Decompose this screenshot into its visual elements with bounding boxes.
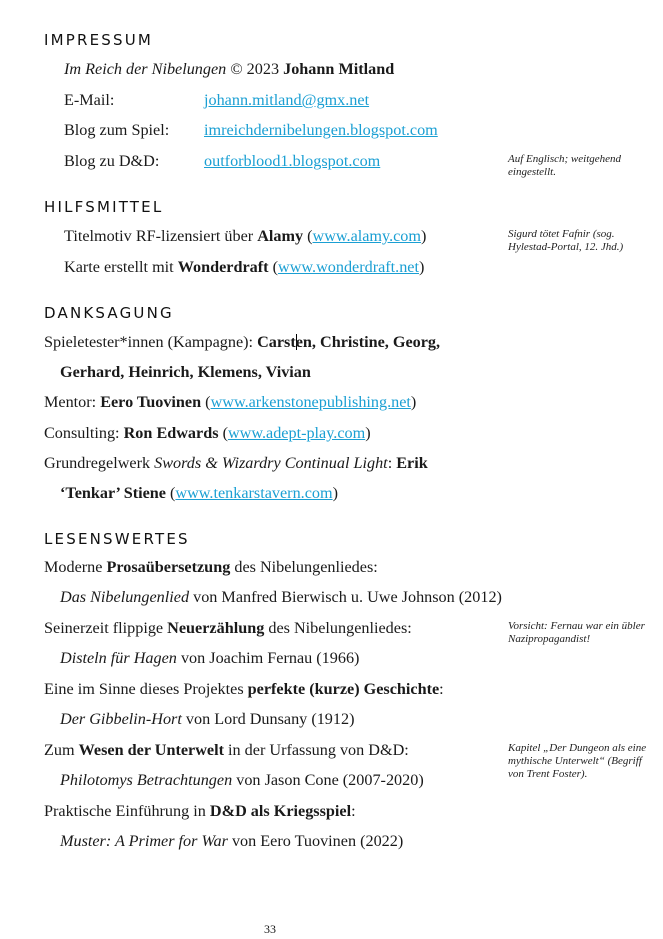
credit-text: Karte erstellt mit: [64, 258, 178, 276]
book-title: Das Nibelungenlied: [60, 588, 190, 606]
paren-open: (: [165, 484, 176, 502]
testers-line: [44, 332, 440, 352]
paren-close: ): [365, 424, 371, 442]
book-title: Disteln für Hagen: [60, 649, 177, 667]
author-name: Johann Mitland: [283, 60, 395, 78]
copyright-text: © 2023: [226, 60, 284, 78]
game-title: Im Reich der Nibelungen: [64, 60, 227, 78]
email-link[interactable]: johann.mitland@gmx.net: [204, 91, 370, 109]
blog-link[interactable]: imreichdernibelungen.blogspot.com: [204, 121, 438, 139]
desc-text: :: [439, 680, 444, 698]
map-credit: [64, 257, 424, 277]
consulting-name: Ron Edwards: [123, 424, 219, 442]
blog-label: Blog zum Spiel:: [64, 121, 170, 139]
tester-name-part: Carst: [257, 333, 296, 351]
dnd-blog-note: Auf Englisch; weitgehend eingestellt.: [508, 153, 622, 178]
blog-row: [64, 120, 438, 140]
credit-text: Titelmotiv RF-lizensiert über: [64, 227, 258, 245]
rulebook-line: [44, 453, 428, 473]
desc-bold: Neuerzählung: [167, 619, 265, 637]
dnd-blog-row: [64, 151, 380, 171]
lesenswertes-heading: lesenswertes: [44, 525, 190, 549]
paren-close: ): [420, 227, 427, 245]
impressum-heading: impressum: [44, 26, 154, 50]
book-author: von Manfred Bierwisch u. Uwe Johnson (2012): [189, 588, 502, 606]
reading-3-title: [60, 709, 354, 729]
reading-5-title: [60, 831, 403, 851]
desc-text: :: [351, 802, 356, 820]
danksagung-heading: danksagung: [44, 299, 174, 323]
book-author: von Joachim Fernau (1966): [176, 649, 360, 667]
title-image-credit: [64, 226, 426, 246]
paren-close: ): [410, 393, 417, 411]
page-number: 33: [264, 922, 276, 936]
rulebook-line-2: [60, 483, 338, 503]
desc-text: Praktische Einführung in: [44, 802, 210, 820]
rulebook-author-2: ‘Tenkar’ Stiene: [60, 484, 166, 502]
desc-text: des Nibelungenliedes:: [230, 558, 378, 576]
email-label: E-Mail:: [64, 91, 115, 109]
book-author: von Eero Tuovinen (2022): [227, 832, 404, 850]
desc-bold: Wesen der Unterwelt: [78, 741, 224, 759]
rulebook-author: Erik: [396, 454, 428, 472]
arkenstone-link[interactable]: www.arkenstonepublishing.net: [210, 393, 411, 411]
testers-names: [257, 333, 440, 351]
mentor-name: Eero Tuovinen: [100, 393, 202, 411]
book-title: Muster: A Primer for War: [60, 832, 228, 850]
reading-1-title: [60, 587, 502, 607]
reading-4-title: [60, 770, 424, 790]
consulting-line: [44, 423, 371, 443]
testers-label: Spieletester*innen (Kampagne):: [44, 333, 258, 351]
paren-open: (: [268, 258, 278, 276]
paren-open: (: [201, 393, 211, 411]
reading-2-title: [60, 648, 359, 668]
rulebook-title: Swords & Wizardry Continual Light: [154, 454, 388, 472]
alamy-link[interactable]: www.alamy.com: [312, 227, 421, 245]
testers-line-2: [60, 362, 311, 382]
book-author: von Jason Cone (2007-2020): [232, 771, 424, 789]
desc-bold: D&D als Kriegsspiel: [209, 802, 352, 820]
reading-4-desc: [44, 740, 409, 760]
wonderdraft-link[interactable]: www.wonderdraft.net: [278, 258, 419, 276]
impressum-title-line: [64, 59, 394, 79]
wonderdraft-name: Wonderdraft: [177, 258, 269, 276]
paren-open: (: [218, 424, 228, 442]
fernau-note: Vorsicht: Fernau war ein übler Nazipropagandist!: [508, 620, 645, 645]
rulebook-label: Grundregelwerk: [44, 454, 155, 472]
colon: :: [387, 454, 397, 472]
reading-5-desc: [44, 801, 356, 821]
mentor-label: Mentor:: [44, 393, 101, 411]
adept-play-link[interactable]: www.adept-play.com: [227, 424, 366, 442]
desc-text: Zum: [44, 741, 79, 759]
paren-close: ): [332, 484, 338, 502]
desc-text: des Nibelungenliedes:: [264, 619, 412, 637]
reading-3-desc: [44, 679, 444, 699]
book-title: Philotomys Betrachtungen: [60, 771, 233, 789]
testers-names-2: Gerhard, Heinrich, Klemens, Vivian: [60, 363, 311, 381]
dnd-blog-label: Blog zu D&D:: [64, 152, 160, 170]
tenkarstavern-link[interactable]: www.tenkarstavern.com: [175, 484, 333, 502]
paren-open: (: [303, 227, 313, 245]
consulting-label: Consulting:: [44, 424, 124, 442]
desc-text: Eine im Sinne dieses Projektes: [44, 680, 248, 698]
reading-1-desc: [44, 557, 378, 577]
hilfsmittel-heading: hilfsmittel: [44, 193, 164, 217]
mentor-line: [44, 392, 416, 412]
desc-bold: Prosaübersetzung: [106, 558, 231, 576]
reading-2-desc: [44, 618, 412, 638]
desc-text: Moderne: [44, 558, 107, 576]
tester-name-part: en, Christine, Georg,: [295, 333, 441, 351]
desc-bold: perfekte (kurze) Geschichte: [247, 680, 440, 698]
title-image-note: Sigurd tötet Fafnir (sog. Hylestad-Portal, 12. Jhd.): [508, 228, 624, 253]
paren-close: ): [419, 258, 425, 276]
desc-text: in der Urfassung von D&D:: [223, 741, 409, 759]
email-row: [64, 90, 369, 110]
dnd-blog-link[interactable]: outforblood1.blogspot.com: [204, 152, 381, 170]
dungeon-note: Kapitel „Der Dungeon als eine mythische Unterwelt“ (Begriff von Trent Foster).: [508, 742, 647, 780]
alamy-name: Alamy: [257, 227, 304, 245]
desc-text: Seinerzeit flippige: [44, 619, 168, 637]
book-author: von Lord Dunsany (1912): [181, 710, 355, 728]
book-title: Der Gibbelin-Hort: [60, 710, 182, 728]
